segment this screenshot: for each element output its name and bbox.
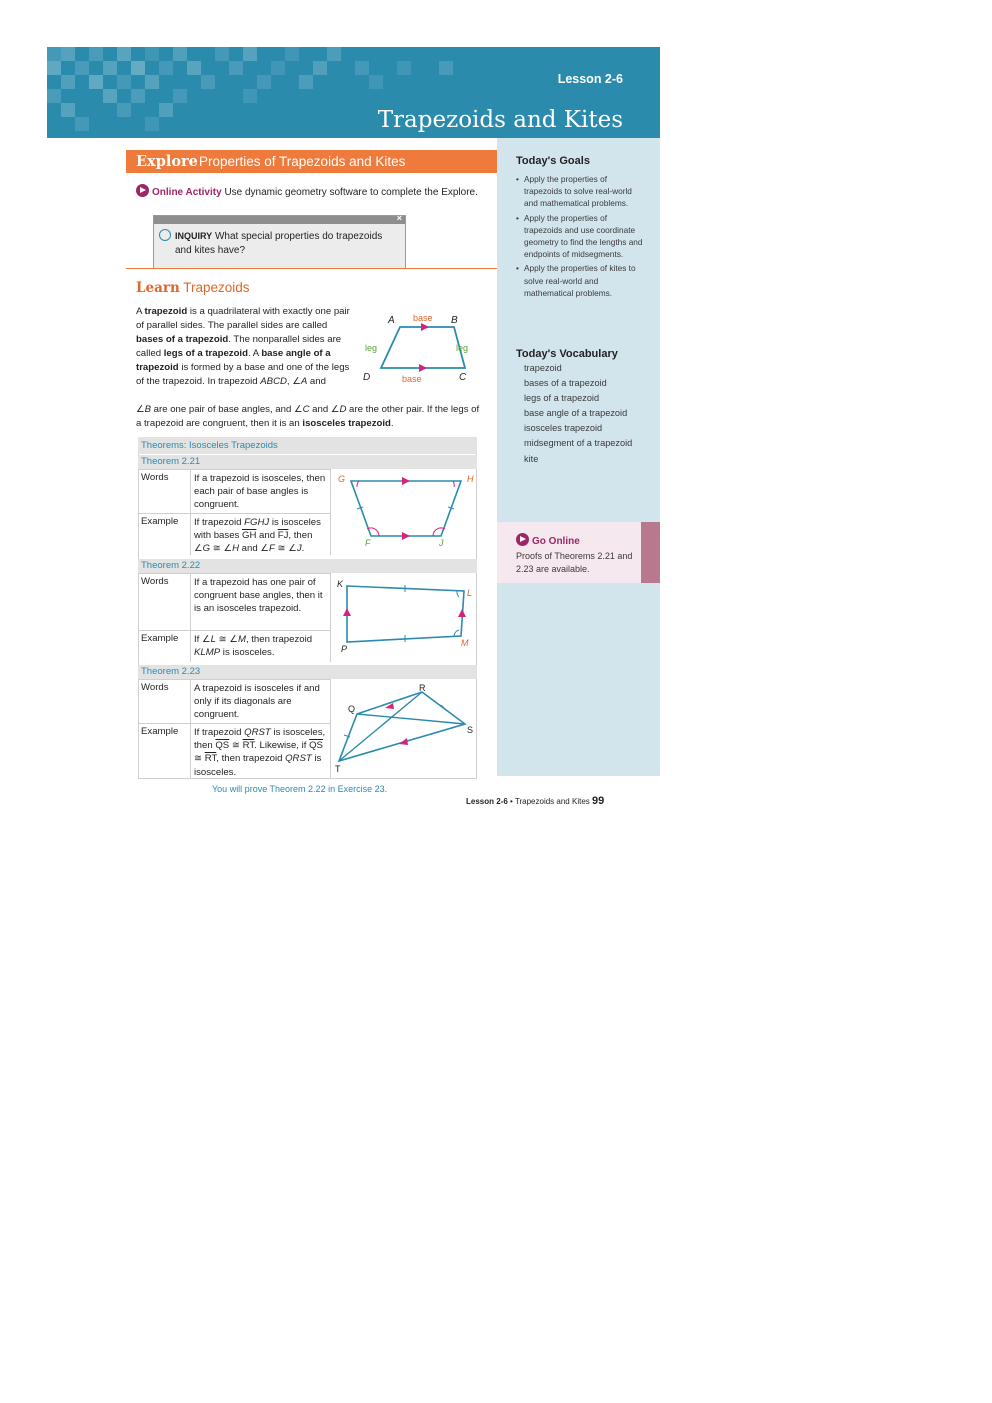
explore-header <box>126 150 497 173</box>
vertex-b: B <box>451 315 458 326</box>
learn-label: Learn <box>136 280 180 296</box>
base-label-bottom: base <box>402 374 422 384</box>
theorem-2-22-head: Theorem 2.22 <box>138 559 477 573</box>
vocab-item: midsegment of a trapezoid <box>524 438 633 449</box>
vocab-item: isosceles trapezoid <box>524 423 603 434</box>
parallel-arrow-icon <box>421 323 429 331</box>
vocab-title: Today's Vocabulary <box>516 348 618 360</box>
vertex-k: K <box>337 579 344 589</box>
parallel-arrow-icon <box>458 609 466 617</box>
words-label: Words <box>138 469 190 513</box>
example-label: Example <box>138 513 190 555</box>
parallel-arrow-icon <box>399 738 408 745</box>
goals-list <box>516 173 646 301</box>
online-activity[interactable] <box>136 184 486 200</box>
vocab-item: bases of a trapezoid <box>524 378 607 389</box>
theorem-2-21-example: If trapezoid FGHJ is isosceles with bases $\overline{GH}$ and $\overline{FJ}$, then ∠G ≅ ∠H and ∠F ≅ ∠J. <box>190 513 330 555</box>
theorems-title: Theorems: Isosceles Trapezoids <box>138 437 477 454</box>
parallel-arrow-icon <box>343 608 351 616</box>
lesson-title: Trapezoids and Kites <box>377 107 623 133</box>
words-label: Words <box>138 679 190 723</box>
vocab-list <box>524 362 634 468</box>
cursor-icon <box>136 184 149 197</box>
inquiry-question <box>175 229 395 258</box>
vertex-q: Q <box>348 704 356 714</box>
go-online-text: Proofs of Theorems 2.21 and 2.23 are available. <box>516 551 633 574</box>
page-footer <box>466 795 604 807</box>
vocab-item: kite <box>524 453 539 464</box>
goals-title: Today's Goals <box>516 155 590 167</box>
learn-paragraph-continued: ∠B are one pair of base angles, and ∠C and ∠D are the other pair. If the legs of a trapezoid are congruent, then it is an isosceles trapezoid. <box>136 404 480 430</box>
go-online-box[interactable] <box>497 522 660 583</box>
vocab-item: trapezoid <box>524 363 562 373</box>
vertex-d: D <box>363 372 371 383</box>
vertex-l: L <box>467 588 473 598</box>
inquiry-text: What special properties do trapezoids and kites have? <box>175 231 383 256</box>
vertex-s: S <box>467 725 474 735</box>
theorem-2-21-words: If a trapezoid is isosceles, then each pair of base angles is congruent. <box>190 469 330 513</box>
leg-label-left: leg <box>365 343 378 353</box>
vertex-h: H <box>467 474 474 484</box>
explore-label: Explore <box>136 153 198 170</box>
vocab-item: legs of a trapezoid <box>524 393 600 404</box>
section-divider <box>126 268 497 269</box>
vertex-f: F <box>365 538 371 548</box>
parallel-arrow-icon <box>419 364 427 372</box>
lesson-number: Lesson 2-6 <box>557 72 623 86</box>
page-number: 99 <box>592 795 605 807</box>
online-activity-label[interactable]: Online Activity <box>152 187 222 198</box>
theorem-2-23-head: Theorem 2.23 <box>138 665 477 679</box>
learn-topic: Trapezoids <box>183 280 250 295</box>
goal-item: • Apply the properties of kites to solve real-world and mathematical problems. <box>516 262 646 299</box>
example-label: Example <box>138 723 190 779</box>
footer-title: Trapezoids and Kites <box>514 797 590 806</box>
learn-header <box>136 280 250 296</box>
example-label: Example <box>138 630 190 662</box>
online-activity-text: Use dynamic geometry software to complete the Explore. <box>224 187 478 198</box>
theorem-2-22-words: If a trapezoid has one pair of congruent base angles, then it is an isosceles trapezoid. <box>190 573 330 630</box>
trapezoid-abcd-diagram <box>355 308 495 388</box>
exercise-note: You will prove Theorem 2.22 in Exercise 23. <box>212 784 388 794</box>
leg-label-right: leg <box>456 343 469 353</box>
lesson-banner <box>47 47 660 138</box>
theorem-2-23-words: A trapezoid is isosceles if and only if its diagonals are congruent. <box>190 679 330 723</box>
learn-paragraph: A trapezoid is a quadrilateral with exactly one pair of parallel sides. The parallel sides are called bases of a trapezoid. The nonparallel sides are called legs of a trapezoid. A base angle of a trapezoid is formed by a base and one of the legs of the trapezoid. In trapezoid ABCD, ∠A and <box>136 306 350 388</box>
vertex-c: C <box>459 372 467 383</box>
inquiry-label: INQUIRY <box>175 231 213 241</box>
go-online-label: Go Online <box>532 536 580 547</box>
vertex-p: P <box>341 644 348 654</box>
trapezoid-klmp-diagram <box>333 575 477 657</box>
parallel-arrow-icon <box>402 532 410 540</box>
goal-item: • Apply the properties of trapezoids to solve real-world and mathematical problems. <box>516 173 646 210</box>
footer-lesson: Lesson 2-6 <box>466 797 508 806</box>
explore-topic: Properties of Trapezoids and Kites <box>199 154 406 169</box>
vertex-j: J <box>439 538 444 548</box>
inquiry-titlebar <box>154 213 405 224</box>
theorem-2-23-example: If trapezoid QRST is isosceles, then $\overline{QS}$ ≅ $\overline{RT}$. Likewise, if $\overline{QS}$ ≅ $\overline{RT}$, then trapezoid QRST is isosceles. <box>190 723 330 779</box>
words-label: Words <box>138 573 190 630</box>
theorem-2-22-example: If ∠L ≅ ∠M, then trapezoid KLMP is isosceles. <box>190 630 330 662</box>
inquiry-box <box>153 215 406 269</box>
goal-item: • Apply the properties of trapezoids and use coordinate geometry to find the lengths and endpoints of midsegments. <box>516 212 646 261</box>
inquiry-icon <box>159 229 171 241</box>
vertex-a: A <box>388 315 395 326</box>
base-label-top: base <box>413 313 433 323</box>
go-online-tab <box>641 522 660 583</box>
trapezoid-fghj-diagram <box>333 469 477 555</box>
parallel-arrow-icon <box>402 477 410 485</box>
sidebar <box>497 138 660 776</box>
close-icon[interactable]: × <box>396 213 402 223</box>
vertex-m: M <box>461 638 469 648</box>
footer-separator: • <box>507 797 515 806</box>
trapezoid-qrst-diagram <box>333 680 477 778</box>
theorem-2-21-head: Theorem 2.21 <box>138 455 477 469</box>
vocab-item: base angle of a trapezoid <box>524 408 628 419</box>
go-online-title[interactable] <box>516 533 580 547</box>
vertex-t: T <box>335 764 341 774</box>
cursor-icon <box>516 533 529 546</box>
vertex-g: G <box>338 474 346 484</box>
vertex-r: R <box>419 683 426 693</box>
